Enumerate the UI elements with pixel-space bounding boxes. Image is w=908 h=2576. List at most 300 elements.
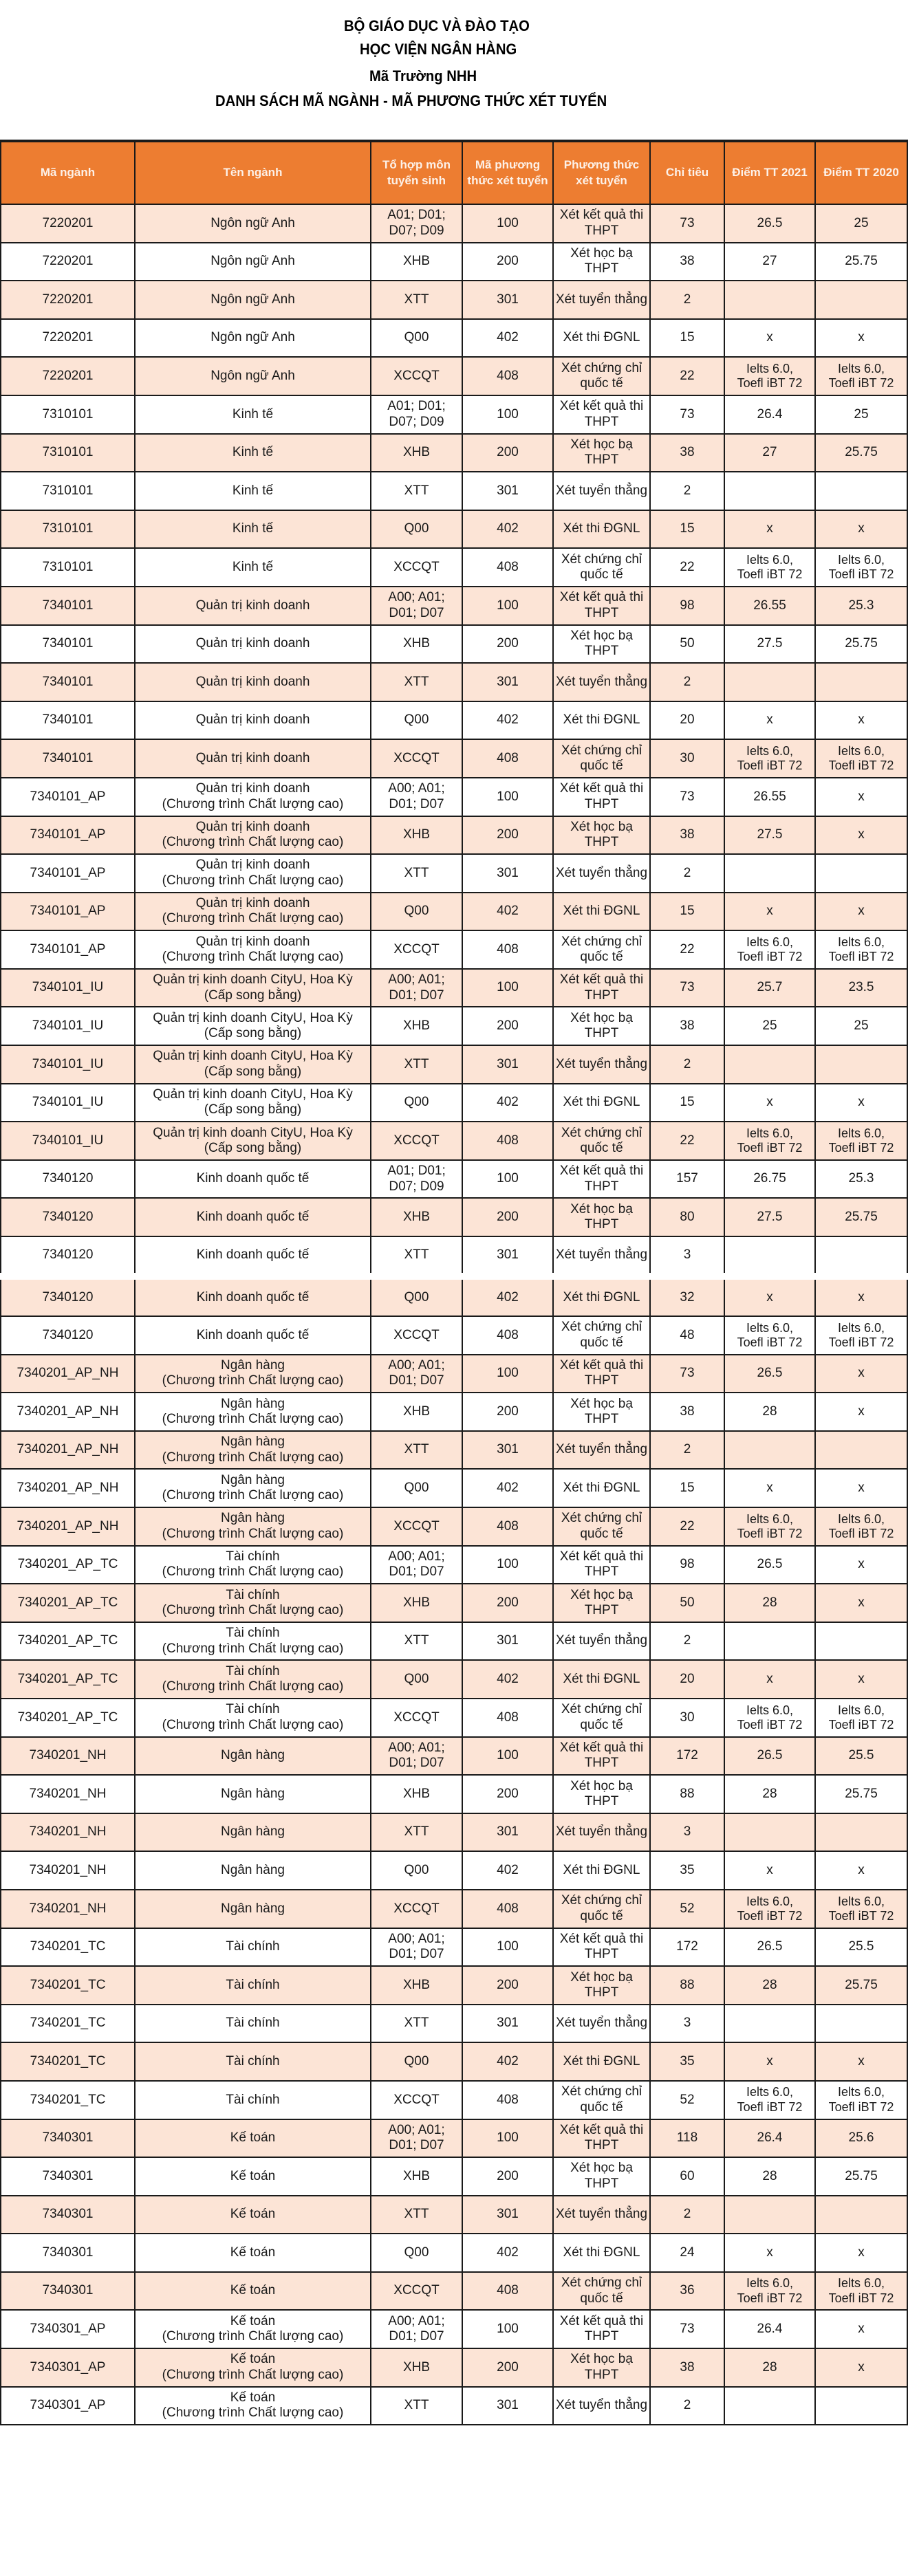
cell-major-name: Tài chính — [135, 1928, 371, 1967]
cell-score-2021: 26.55 — [724, 587, 815, 625]
cell-major-code: 7340201_TC — [1, 2005, 135, 2043]
cell-score-2021 — [724, 472, 815, 510]
cell-score-2020 — [815, 472, 907, 510]
cell-major-name: Quản trị kinh doanh CityU, Hoa Kỳ (Cấp song bằng) — [135, 1045, 371, 1084]
table-row — [1, 1160, 907, 1199]
cell-subject-combo: A00; A01; D01; D07 — [371, 2310, 462, 2348]
cell-major-code: 7340101 — [1, 701, 135, 740]
table-row — [1, 2234, 907, 2272]
cell-major-name: Quản trị kinh doanh (Chương trình Chất lượng cao) — [135, 930, 371, 969]
table-row — [1, 2119, 907, 2158]
cell-major-code: 7340120 — [1, 1198, 135, 1236]
cell-quota: 2 — [650, 472, 724, 510]
cell-major-code: 7340201_NH — [1, 1737, 135, 1776]
cell-major-name: Ngôn ngữ Anh — [135, 204, 371, 243]
table-row — [1, 2081, 907, 2119]
cell-method-code: 100 — [462, 204, 553, 243]
cell-admission-method: Xét tuyển thẳng — [553, 1622, 650, 1661]
cell-method-code: 402 — [462, 1851, 553, 1890]
cell-subject-combo: A00; A01; D01; D07 — [371, 969, 462, 1007]
cell-method-code: 402 — [462, 1276, 553, 1316]
table-row — [1, 281, 907, 319]
cell-subject-combo: XCCQT — [371, 548, 462, 587]
cell-subject-combo: XTT — [371, 1045, 462, 1084]
cell-score-2020: 25.75 — [815, 434, 907, 472]
cell-score-2020: Ielts 6.0, Toefl iBT 72 — [815, 1890, 907, 1928]
cell-score-2021: 26.5 — [724, 1546, 815, 1584]
cell-major-code: 7340101_IU — [1, 1084, 135, 1122]
cell-method-code: 402 — [462, 2042, 553, 2081]
cell-subject-combo: Q00 — [371, 701, 462, 740]
cell-major-name: Quản trị kinh doanh CityU, Hoa Kỳ (Cấp song bằng) — [135, 1084, 371, 1122]
cell-subject-combo: XCCQT — [371, 739, 462, 778]
cell-score-2021: 28 — [724, 1775, 815, 1813]
table-row — [1, 2157, 907, 2196]
col-header-score-2020: Điểm TT 2020 — [815, 141, 907, 204]
table-row — [1, 854, 907, 893]
cell-score-2020: Ielts 6.0, Toefl iBT 72 — [815, 1699, 907, 1737]
cell-score-2020 — [815, 1622, 907, 1661]
cell-score-2020: 25.5 — [815, 1737, 907, 1776]
cell-score-2021: Ielts 6.0, Toefl iBT 72 — [724, 548, 815, 587]
cell-score-2020: x — [815, 701, 907, 740]
cell-score-2021: x — [724, 510, 815, 549]
cell-quota: 88 — [650, 1966, 724, 2005]
cell-score-2020: x — [815, 1660, 907, 1699]
cell-major-name: Tài chính — [135, 2005, 371, 2043]
cell-major-name: Kinh doanh quốc tế — [135, 1276, 371, 1316]
cell-score-2020: x — [815, 2042, 907, 2081]
cell-major-code: 7340101_AP — [1, 930, 135, 969]
cell-admission-method: Xét chứng chỉ quốc tế — [553, 2081, 650, 2119]
cell-major-name: Ngân hàng (Chương trình Chất lượng cao) — [135, 1507, 371, 1546]
cell-method-code: 100 — [462, 395, 553, 434]
cell-score-2020: x — [815, 1276, 907, 1316]
cell-major-code: 7340201_AP_TC — [1, 1584, 135, 1622]
cell-quota: 60 — [650, 2157, 724, 2196]
table-row — [1, 1007, 907, 1045]
cell-score-2021 — [724, 281, 815, 319]
cell-subject-combo: A00; A01; D01; D07 — [371, 1928, 462, 1967]
cell-method-code: 408 — [462, 739, 553, 778]
cell-major-code: 7340101_AP — [1, 854, 135, 893]
table-row — [1, 1851, 907, 1890]
cell-major-name: Quản trị kinh doanh (Chương trình Chất lượng cao) — [135, 854, 371, 893]
cell-major-code: 7340101 — [1, 739, 135, 778]
cell-major-name: Kế toán — [135, 2272, 371, 2311]
cell-major-name: Ngân hàng (Chương trình Chất lượng cao) — [135, 1469, 371, 1507]
cell-admission-method: Xét tuyển thẳng — [553, 2005, 650, 2043]
cell-major-name: Tài chính (Chương trình Chất lượng cao) — [135, 1584, 371, 1622]
cell-major-code: 7220201 — [1, 243, 135, 281]
cell-subject-combo: XTT — [371, 472, 462, 510]
cell-admission-method: Xét chứng chỉ quốc tế — [553, 548, 650, 587]
cell-major-name: Tài chính — [135, 2081, 371, 2119]
cell-admission-method: Xét thi ĐGNL — [553, 1660, 650, 1699]
cell-score-2021: Ielts 6.0, Toefl iBT 72 — [724, 357, 815, 395]
cell-major-code: 7220201 — [1, 357, 135, 395]
cell-quota: 38 — [650, 1007, 724, 1045]
table-row — [1, 816, 907, 855]
cell-subject-combo: XTT — [371, 281, 462, 319]
cell-score-2021: 26.4 — [724, 2310, 815, 2348]
cell-major-code: 7340201_TC — [1, 2042, 135, 2081]
cell-admission-method: Xét tuyển thẳng — [553, 1431, 650, 1470]
cell-major-name: Quản trị kinh doanh — [135, 587, 371, 625]
table-row — [1, 319, 907, 358]
cell-major-code: 7340301 — [1, 2196, 135, 2234]
cell-quota: 73 — [650, 778, 724, 816]
cell-quota: 50 — [650, 625, 724, 664]
table-row — [1, 2348, 907, 2387]
cell-admission-method: Xét tuyển thẳng — [553, 663, 650, 701]
cell-major-code: 7340201_NH — [1, 1890, 135, 1928]
cell-quota: 73 — [650, 204, 724, 243]
cell-admission-method: Xét học bạ THPT — [553, 1393, 650, 1431]
cell-quota: 118 — [650, 2119, 724, 2158]
cell-major-code: 7340101 — [1, 587, 135, 625]
school-code: Mã Trường NHH — [369, 67, 477, 85]
cell-major-name: Kinh tế — [135, 434, 371, 472]
cell-score-2021 — [724, 1622, 815, 1661]
cell-method-code: 200 — [462, 1198, 553, 1236]
cell-method-code: 301 — [462, 2196, 553, 2234]
cell-subject-combo: XTT — [371, 1622, 462, 1661]
cell-method-code: 301 — [462, 1236, 553, 1276]
admissions-table — [0, 140, 908, 2425]
cell-major-name: Quản trị kinh doanh (Chương trình Chất lượng cao) — [135, 778, 371, 816]
cell-admission-method: Xét chứng chỉ quốc tế — [553, 1316, 650, 1355]
cell-admission-method: Xét kết quả thi THPT — [553, 1737, 650, 1776]
document-header — [0, 0, 908, 134]
cell-score-2021 — [724, 2196, 815, 2234]
cell-score-2021: Ielts 6.0, Toefl iBT 72 — [724, 1890, 815, 1928]
cell-admission-method: Xét thi ĐGNL — [553, 1276, 650, 1316]
cell-major-name: Kinh doanh quốc tế — [135, 1160, 371, 1199]
cell-major-name: Ngân hàng (Chương trình Chất lượng cao) — [135, 1355, 371, 1393]
cell-score-2020: 25.75 — [815, 625, 907, 664]
cell-score-2020: Ielts 6.0, Toefl iBT 72 — [815, 1507, 907, 1546]
table-row — [1, 893, 907, 931]
cell-subject-combo: Q00 — [371, 510, 462, 549]
cell-admission-method: Xét chứng chỉ quốc tế — [553, 2272, 650, 2311]
cell-major-name: Ngân hàng — [135, 1737, 371, 1776]
cell-score-2021 — [724, 854, 815, 893]
cell-quota: 73 — [650, 969, 724, 1007]
cell-major-code: 7340201_TC — [1, 2081, 135, 2119]
table-row — [1, 778, 907, 816]
cell-score-2021: 26.5 — [724, 1355, 815, 1393]
cell-major-code: 7340301 — [1, 2234, 135, 2272]
cell-score-2021: x — [724, 1084, 815, 1122]
cell-quota: 22 — [650, 1507, 724, 1546]
cell-admission-method: Xét chứng chỉ quốc tế — [553, 357, 650, 395]
cell-quota: 15 — [650, 1084, 724, 1122]
cell-subject-combo: Q00 — [371, 2234, 462, 2272]
cell-subject-combo: Q00 — [371, 1084, 462, 1122]
cell-method-code: 100 — [462, 2119, 553, 2158]
table-row — [1, 510, 907, 549]
cell-method-code: 402 — [462, 319, 553, 358]
cell-quota: 52 — [650, 1890, 724, 1928]
cell-quota: 38 — [650, 434, 724, 472]
table-row — [1, 930, 907, 969]
col-header-quota: Chỉ tiêu — [650, 141, 724, 204]
cell-method-code: 301 — [462, 472, 553, 510]
cell-quota: 22 — [650, 930, 724, 969]
cell-major-code: 7310101 — [1, 510, 135, 549]
cell-subject-combo: XHB — [371, 1007, 462, 1045]
cell-quota: 15 — [650, 319, 724, 358]
cell-score-2021: 28 — [724, 2157, 815, 2196]
cell-admission-method: Xét học bạ THPT — [553, 1007, 650, 1045]
table-row — [1, 739, 907, 778]
cell-score-2020: 25.75 — [815, 1198, 907, 1236]
cell-method-code: 301 — [462, 854, 553, 893]
cell-score-2021: x — [724, 701, 815, 740]
cell-score-2020 — [815, 2196, 907, 2234]
table-row — [1, 1737, 907, 1776]
cell-quota: 30 — [650, 1699, 724, 1737]
cell-admission-method: Xét học bạ THPT — [553, 625, 650, 664]
cell-score-2021: Ielts 6.0, Toefl iBT 72 — [724, 930, 815, 969]
cell-major-code: 7340101_AP — [1, 893, 135, 931]
cell-major-code: 7340201_NH — [1, 1775, 135, 1813]
cell-admission-method: Xét tuyển thẳng — [553, 854, 650, 893]
cell-method-code: 200 — [462, 1007, 553, 1045]
cell-score-2021 — [724, 1431, 815, 1470]
cell-method-code: 301 — [462, 1813, 553, 1852]
cell-major-code: 7340101_IU — [1, 969, 135, 1007]
cell-major-code: 7340201_AP_TC — [1, 1546, 135, 1584]
cell-score-2021 — [724, 1236, 815, 1276]
cell-subject-combo: XCCQT — [371, 1122, 462, 1160]
cell-subject-combo: XHB — [371, 1775, 462, 1813]
cell-subject-combo: XHB — [371, 1198, 462, 1236]
cell-method-code: 402 — [462, 510, 553, 549]
cell-major-name: Tài chính (Chương trình Chất lượng cao) — [135, 1546, 371, 1584]
cell-score-2020: x — [815, 1546, 907, 1584]
table-row — [1, 1469, 907, 1507]
cell-score-2021: Ielts 6.0, Toefl iBT 72 — [724, 2081, 815, 2119]
cell-score-2020: 25 — [815, 1007, 907, 1045]
cell-score-2020: 25 — [815, 395, 907, 434]
cell-major-name: Kinh tế — [135, 395, 371, 434]
cell-major-name: Quản trị kinh doanh — [135, 701, 371, 740]
cell-quota: 22 — [650, 357, 724, 395]
cell-admission-method: Xét thi ĐGNL — [553, 1084, 650, 1122]
table-row — [1, 434, 907, 472]
cell-method-code: 408 — [462, 1507, 553, 1546]
cell-method-code: 200 — [462, 1584, 553, 1622]
cell-score-2021: 26.5 — [724, 204, 815, 243]
cell-major-name: Kế toán (Chương trình Chất lượng cao) — [135, 2348, 371, 2387]
cell-method-code: 408 — [462, 1699, 553, 1737]
cell-quota: 157 — [650, 1160, 724, 1199]
cell-major-code: 7340301_AP — [1, 2348, 135, 2387]
cell-quota: 2 — [650, 281, 724, 319]
table-row — [1, 2005, 907, 2043]
cell-major-name: Ngân hàng — [135, 1775, 371, 1813]
cell-score-2020: x — [815, 1084, 907, 1122]
table-row — [1, 1198, 907, 1236]
cell-admission-method: Xét kết quả thi THPT — [553, 1160, 650, 1199]
cell-major-name: Ngôn ngữ Anh — [135, 319, 371, 358]
cell-major-code: 7340201_AP_TC — [1, 1622, 135, 1661]
cell-major-code: 7340120 — [1, 1236, 135, 1276]
table-row — [1, 1084, 907, 1122]
cell-subject-combo: Q00 — [371, 1276, 462, 1316]
cell-major-name: Tài chính (Chương trình Chất lượng cao) — [135, 1622, 371, 1661]
cell-subject-combo: XCCQT — [371, 1890, 462, 1928]
cell-quota: 48 — [650, 1316, 724, 1355]
cell-major-code: 7340120 — [1, 1316, 135, 1355]
cell-admission-method: Xét chứng chỉ quốc tế — [553, 739, 650, 778]
cell-score-2021: 27.5 — [724, 816, 815, 855]
cell-method-code: 301 — [462, 1431, 553, 1470]
cell-major-code: 7340101_IU — [1, 1007, 135, 1045]
cell-admission-method: Xét thi ĐGNL — [553, 2042, 650, 2081]
cell-major-code: 7340201_NH — [1, 1851, 135, 1890]
table-row — [1, 1431, 907, 1470]
cell-score-2020 — [815, 1813, 907, 1852]
cell-admission-method: Xét thi ĐGNL — [553, 1469, 650, 1507]
cell-method-code: 200 — [462, 1966, 553, 2005]
cell-score-2021 — [724, 2005, 815, 2043]
cell-score-2021: Ielts 6.0, Toefl iBT 72 — [724, 1507, 815, 1546]
cell-subject-combo: Q00 — [371, 2042, 462, 2081]
cell-admission-method: Xét tuyển thẳng — [553, 281, 650, 319]
cell-score-2021: Ielts 6.0, Toefl iBT 72 — [724, 1699, 815, 1737]
cell-method-code: 402 — [462, 1660, 553, 1699]
table-row — [1, 204, 907, 243]
cell-major-code: 7340101 — [1, 663, 135, 701]
cell-score-2021: Ielts 6.0, Toefl iBT 72 — [724, 1122, 815, 1160]
cell-score-2020: x — [815, 2234, 907, 2272]
cell-method-code: 200 — [462, 2348, 553, 2387]
cell-major-name: Quản trị kinh doanh — [135, 663, 371, 701]
cell-score-2020 — [815, 281, 907, 319]
table-row — [1, 1622, 907, 1661]
cell-method-code: 301 — [462, 281, 553, 319]
cell-admission-method: Xét tuyển thẳng — [553, 2387, 650, 2425]
cell-score-2020: Ielts 6.0, Toefl iBT 72 — [815, 2081, 907, 2119]
cell-subject-combo: A00; A01; D01; D07 — [371, 1737, 462, 1776]
cell-method-code: 402 — [462, 2234, 553, 2272]
cell-score-2020: Ielts 6.0, Toefl iBT 72 — [815, 548, 907, 587]
cell-quota: 15 — [650, 510, 724, 549]
cell-major-name: Quản trị kinh doanh CityU, Hoa Kỳ (Cấp song bằng) — [135, 1122, 371, 1160]
cell-quota: 98 — [650, 587, 724, 625]
table-row — [1, 625, 907, 664]
cell-subject-combo: A00; A01; D01; D07 — [371, 2119, 462, 2158]
table-row — [1, 701, 907, 740]
cell-subject-combo: XHB — [371, 816, 462, 855]
cell-major-name: Kế toán — [135, 2157, 371, 2196]
table-row — [1, 1316, 907, 1355]
table-row — [1, 1355, 907, 1393]
cell-score-2020: Ielts 6.0, Toefl iBT 72 — [815, 357, 907, 395]
cell-quota: 2 — [650, 2387, 724, 2425]
cell-score-2021: x — [724, 2042, 815, 2081]
cell-major-name: Quản trị kinh doanh (Chương trình Chất lượng cao) — [135, 816, 371, 855]
cell-subject-combo: XTT — [371, 1813, 462, 1852]
cell-score-2020: x — [815, 2348, 907, 2387]
cell-major-name: Kinh doanh quốc tế — [135, 1198, 371, 1236]
cell-score-2021: x — [724, 893, 815, 931]
table-row — [1, 1660, 907, 1699]
institution-title: HỌC VIỆN NGÂN HÀNG — [360, 41, 517, 58]
cell-major-name: Kinh tế — [135, 510, 371, 549]
cell-major-name: Kế toán — [135, 2234, 371, 2272]
cell-major-name: Quản trị kinh doanh — [135, 739, 371, 778]
cell-major-name: Ngân hàng (Chương trình Chất lượng cao) — [135, 1431, 371, 1470]
cell-major-name: Tài chính — [135, 1966, 371, 2005]
cell-admission-method: Xét học bạ THPT — [553, 1775, 650, 1813]
cell-score-2021: 27.5 — [724, 1198, 815, 1236]
cell-method-code: 100 — [462, 1160, 553, 1199]
col-header-method-code: Mã phương thức xét tuyển — [462, 141, 553, 204]
cell-quota: 98 — [650, 1546, 724, 1584]
cell-admission-method: Xét học bạ THPT — [553, 243, 650, 281]
cell-subject-combo: XCCQT — [371, 2081, 462, 2119]
cell-major-name: Ngôn ngữ Anh — [135, 281, 371, 319]
cell-method-code: 200 — [462, 1393, 553, 1431]
cell-admission-method: Xét học bạ THPT — [553, 434, 650, 472]
cell-score-2021: 26.4 — [724, 395, 815, 434]
cell-major-name: Quản trị kinh doanh CityU, Hoa Kỳ (Cấp song bằng) — [135, 969, 371, 1007]
cell-method-code: 100 — [462, 2310, 553, 2348]
list-title: DANH SÁCH MÃ NGÀNH - MÃ PHƯƠNG THỨC XÉT TUYỂN — [215, 92, 607, 109]
ministry-title: BỘ GIÁO DỤC VÀ ĐÀO TẠO — [344, 17, 530, 34]
cell-quota: 22 — [650, 548, 724, 587]
cell-admission-method: Xét học bạ THPT — [553, 2157, 650, 2196]
cell-quota: 2 — [650, 1622, 724, 1661]
cell-subject-combo: A01; D01; D07; D09 — [371, 204, 462, 243]
cell-method-code: 301 — [462, 663, 553, 701]
cell-method-code: 100 — [462, 1355, 553, 1393]
cell-major-name: Ngân hàng — [135, 1890, 371, 1928]
cell-score-2020: Ielts 6.0, Toefl iBT 72 — [815, 2272, 907, 2311]
cell-quota: 3 — [650, 1813, 724, 1852]
table-row — [1, 1122, 907, 1160]
cell-admission-method: Xét chứng chỉ quốc tế — [553, 1890, 650, 1928]
cell-admission-method: Xét kết quả thi THPT — [553, 778, 650, 816]
cell-major-name: Kế toán (Chương trình Chất lượng cao) — [135, 2310, 371, 2348]
cell-admission-method: Xét kết quả thi THPT — [553, 587, 650, 625]
cell-major-code: 7340120 — [1, 1276, 135, 1316]
cell-method-code: 408 — [462, 1890, 553, 1928]
cell-method-code: 402 — [462, 893, 553, 931]
cell-score-2020: 25.75 — [815, 243, 907, 281]
cell-score-2020: x — [815, 1469, 907, 1507]
cell-subject-combo: A01; D01; D07; D09 — [371, 1160, 462, 1199]
cell-score-2020: 25.6 — [815, 2119, 907, 2158]
cell-major-code: 7340201_TC — [1, 1928, 135, 1967]
cell-score-2021: 28 — [724, 2348, 815, 2387]
cell-major-name: Ngôn ngữ Anh — [135, 357, 371, 395]
cell-major-code: 7310101 — [1, 472, 135, 510]
cell-method-code: 200 — [462, 243, 553, 281]
cell-major-code: 7340101_IU — [1, 1045, 135, 1084]
cell-subject-combo: A00; A01; D01; D07 — [371, 778, 462, 816]
cell-admission-method: Xét thi ĐGNL — [553, 2234, 650, 2272]
col-header-major-code: Mã ngành — [1, 141, 135, 204]
cell-admission-method: Xét thi ĐGNL — [553, 701, 650, 740]
table-row — [1, 1928, 907, 1967]
cell-method-code: 200 — [462, 1775, 553, 1813]
cell-score-2021: 26.4 — [724, 2119, 815, 2158]
